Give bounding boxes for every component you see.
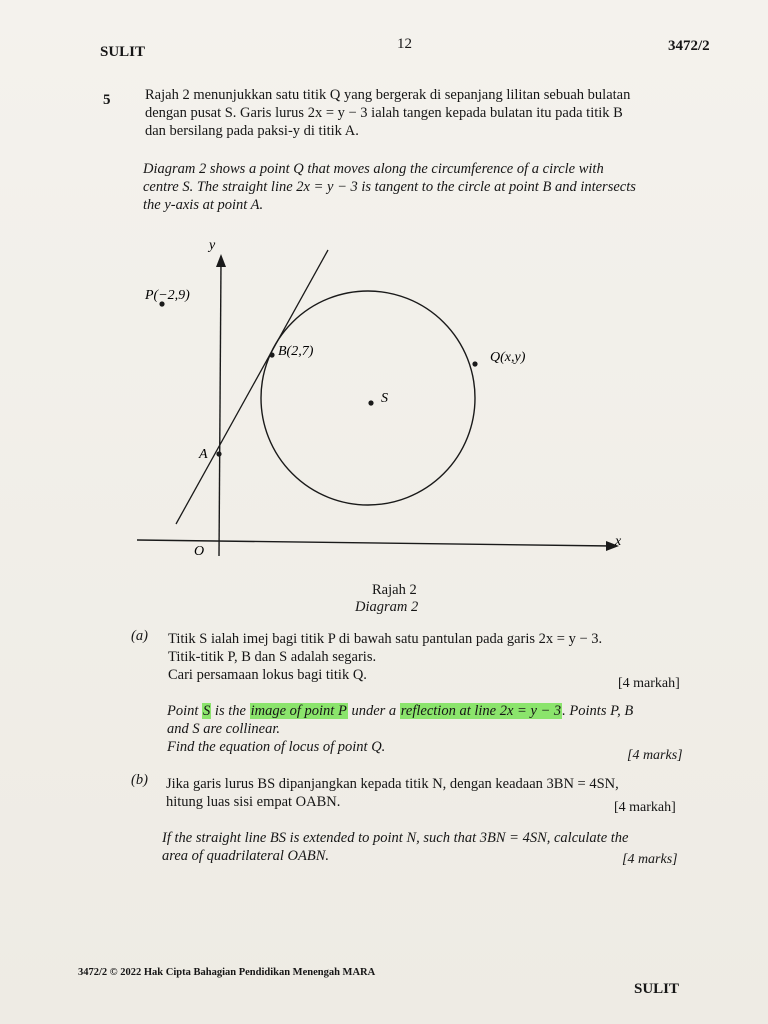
text-span: is the: [211, 703, 250, 719]
part-b-english-line: area of quadrilateral OABN.: [162, 848, 330, 864]
footer-sulit-right: SULIT: [634, 981, 680, 997]
part-b-malay-line: hitung luas sisi empat OABN.: [166, 794, 341, 810]
point-b-label: B(2,7): [278, 344, 314, 359]
tangent-line: [176, 250, 328, 524]
text-span: under a: [347, 703, 400, 719]
origin-label: O: [194, 544, 205, 559]
part-a-malay-line: Cari persamaan lokus bagi titik Q.: [168, 667, 367, 683]
part-a-marks-english: [4 marks]: [627, 748, 683, 763]
part-b-marks-malay: [4 markah]: [614, 800, 676, 815]
part-a-malay-line: Titik-titik P, B dan S adalah segaris.: [168, 649, 377, 665]
stem-english-line: Diagram 2 shows a point Q that moves along the circumference of a circle with: [143, 161, 604, 177]
part-a-english-line2: and S are collinear.: [167, 721, 281, 737]
highlight-reflection: reflection at line 2x = y − 3: [400, 703, 562, 719]
point-a: [216, 451, 221, 456]
stem-malay-line: dan bersilang pada paksi-y di titik A.: [145, 123, 359, 139]
highlight-image-of-p: image of point P: [250, 703, 347, 719]
part-a-label: (a): [131, 628, 148, 644]
point-s: [368, 400, 373, 405]
page-number: 12: [397, 36, 412, 52]
text-span: Point: [167, 703, 203, 719]
stem-english-line: centre S. The straight line 2x = y − 3 is tangent to the circle at point B and intersects: [143, 179, 636, 195]
part-a-english-line3: Find the equation of locus of point Q.: [167, 739, 386, 755]
point-b: [269, 352, 274, 357]
point-p-label: P(−2,9): [145, 288, 190, 303]
part-a-malay: [168, 630, 678, 684]
part-b-english: [162, 829, 692, 865]
part-a-english: [167, 702, 687, 756]
circle: [261, 291, 475, 505]
x-axis: [137, 540, 612, 546]
question-number: 5: [103, 92, 111, 108]
caption-english: Diagram 2: [355, 599, 419, 615]
part-b-english-line: If the straight line BS is extended to point N, such that 3BN = 4SN, calculate the: [162, 830, 629, 846]
header-sulit-left: SULIT: [100, 44, 146, 60]
y-axis: [219, 262, 221, 556]
stem-malay-line: Rajah 2 menunjukkan satu titik Q yang bergerak di sepanjang lilitan sebuah bulatan: [145, 87, 631, 103]
point-q: [472, 361, 477, 366]
stem-english-line: the y-axis at point A.: [143, 197, 264, 213]
part-a-english-line1: [167, 702, 687, 720]
point-a-label: A: [199, 447, 208, 462]
y-axis-label: y: [209, 238, 216, 253]
part-b-marks-english: [4 marks]: [622, 852, 678, 867]
text-span: . Points P, B: [562, 703, 634, 719]
part-b-malay-line: Jika garis lurus BS dipanjangkan kepada titik N, dengan keadaan 3BN = 4SN,: [166, 776, 619, 792]
part-a-malay-line: Titik S ialah imej bagi titik P di bawah satu pantulan pada garis 2x = y − 3.: [168, 631, 603, 647]
paper-code: 3472/2: [668, 38, 710, 54]
stem-malay-line: dengan pusat S. Garis lurus 2x = y − 3 ialah tangen kepada bulatan itu pada titik B: [145, 105, 623, 121]
point-s-label: S: [381, 391, 388, 406]
part-b-label: (b): [131, 772, 148, 788]
footer-copyright: 3472/2 © 2022 Hak Cipta Bahagian Pendidikan Menengah MARA: [78, 967, 376, 978]
point-q-label: Q(x,y): [490, 350, 526, 365]
y-axis-arrow: [216, 254, 226, 267]
x-axis-label: x: [615, 534, 622, 549]
highlight-s: S: [203, 703, 211, 719]
part-a-marks-malay: [4 markah]: [618, 676, 680, 691]
caption-malay: Rajah 2: [372, 582, 417, 598]
